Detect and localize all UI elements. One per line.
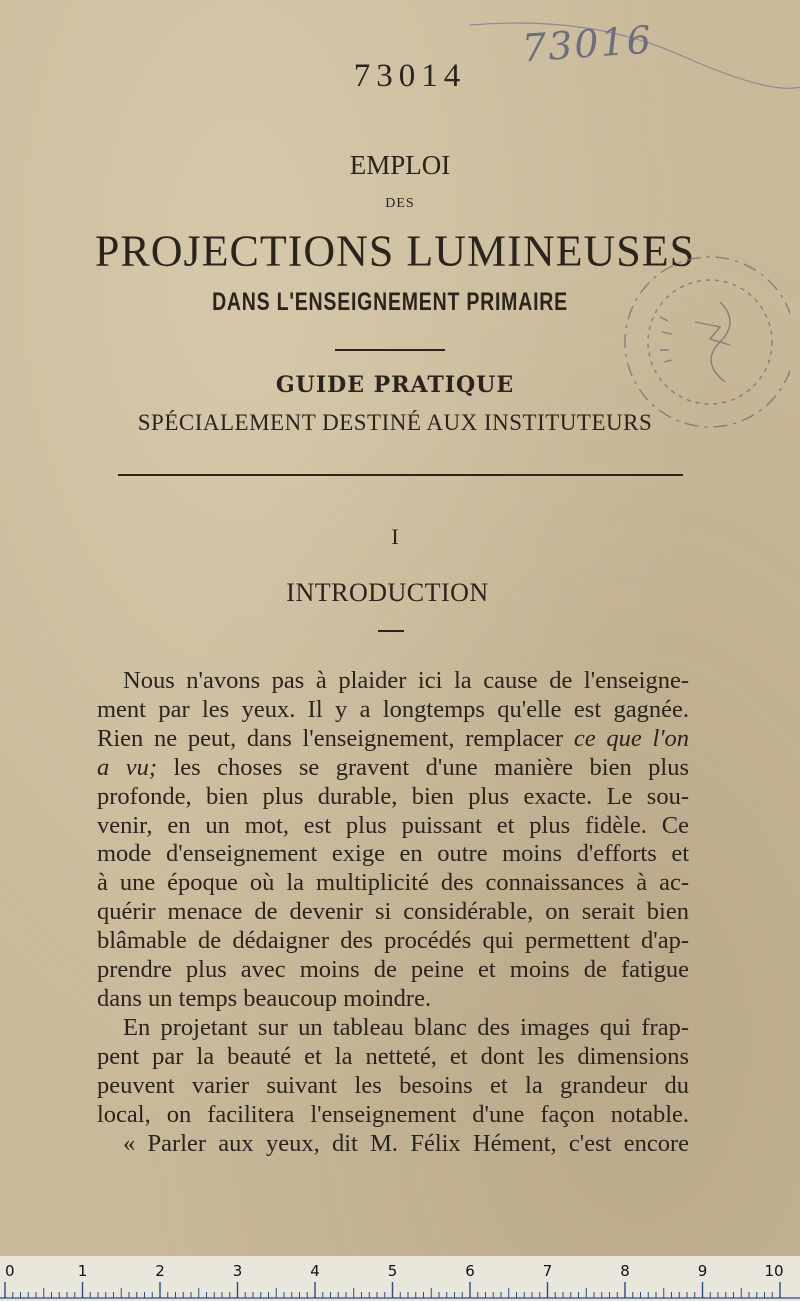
title-subline: DANS L'ENSEIGNEMENT PRIMAIRE <box>212 288 568 316</box>
library-stamp <box>600 222 790 472</box>
text-line: local, on facilitera l'enseignement d'une façon notable. <box>97 1100 689 1128</box>
destined-heading: SPÉCIALEMENT DESTINÉ AUX INSTITUTEURS <box>137 410 653 435</box>
text-line: pent par la beauté et la netteté, et dont les dimensions <box>97 1042 689 1070</box>
text-line: En projetant sur un tableau blanc des images qui frap- <box>123 1013 689 1041</box>
scale-ruler <box>0 1256 800 1301</box>
catalog-number: 73014 <box>353 58 467 94</box>
title-line-1: EMPLOI <box>349 150 451 180</box>
short-rule <box>335 349 445 351</box>
text-line: ment par les yeux. Il y a longtemps qu'elle est gagnée. <box>97 695 689 723</box>
italic-segment: a vu; <box>97 753 157 781</box>
text-line: dans un temps beaucoup moindre. <box>97 984 432 1012</box>
ruler-label: 2 <box>155 1262 165 1280</box>
guide-heading: GUIDE PRATIQUE <box>275 372 515 398</box>
long-rule <box>118 474 683 476</box>
ruler-label: 9 <box>697 1262 708 1280</box>
text-segment: les choses se gravent d'une manière bien plus <box>173 753 689 781</box>
ruler-label: 1 <box>77 1262 88 1280</box>
text-line: quérir menace de devenir si considérable, on serait bien <box>97 898 689 926</box>
text-line: profonde, bien plus durable, bien plus exacte. Le sou- <box>97 782 689 810</box>
ruler-label: 0 <box>5 1262 15 1280</box>
text-line <box>97 725 689 754</box>
text-line: peuvent varier suivant les besoins et la grandeur du <box>97 1071 689 1099</box>
text-segment: Rien ne peut, dans l'enseignement, remplacer <box>97 724 564 752</box>
section-dash <box>378 630 404 632</box>
ruler-label: 8 <box>620 1262 630 1280</box>
text-line: venir, en un mot, est plus puissant et plus fidèle. Ce <box>97 811 689 839</box>
title-line-2: DES <box>385 196 415 211</box>
text-line <box>97 754 689 783</box>
text-line: à une époque où la multiplicité des connaissances à ac- <box>97 869 689 897</box>
ruler-label: 5 <box>387 1262 398 1280</box>
text-line: Nous n'avons pas à plaider ici la cause de l'enseigne- <box>123 667 689 694</box>
text-line: « Parler aux yeux, dit M. Félix Hément, c'est encore <box>123 1129 689 1157</box>
italic-segment: ce que l'on <box>573 724 690 752</box>
text-line: mode d'enseignement exige en outre moins d'efforts et <box>97 840 689 868</box>
section-title: INTRODUCTION <box>286 578 489 607</box>
handwritten-number: 73016 <box>520 17 655 71</box>
ruler-label: 3 <box>232 1262 243 1280</box>
text-line: blâmable de dédaigner des procédés qui permettent d'ap- <box>97 927 689 955</box>
text-line: prendre plus avec moins de peine et moins de fatigue <box>97 956 689 984</box>
ruler-label: 7 <box>542 1262 553 1280</box>
ruler-label: 10 <box>764 1262 784 1280</box>
ruler-label: 4 <box>310 1262 320 1280</box>
title-main: PROJECTIONS LUMINEUSES <box>94 225 696 276</box>
ruler-label: 6 <box>465 1262 475 1280</box>
section-number: I <box>391 524 399 549</box>
body-text <box>97 667 689 1158</box>
